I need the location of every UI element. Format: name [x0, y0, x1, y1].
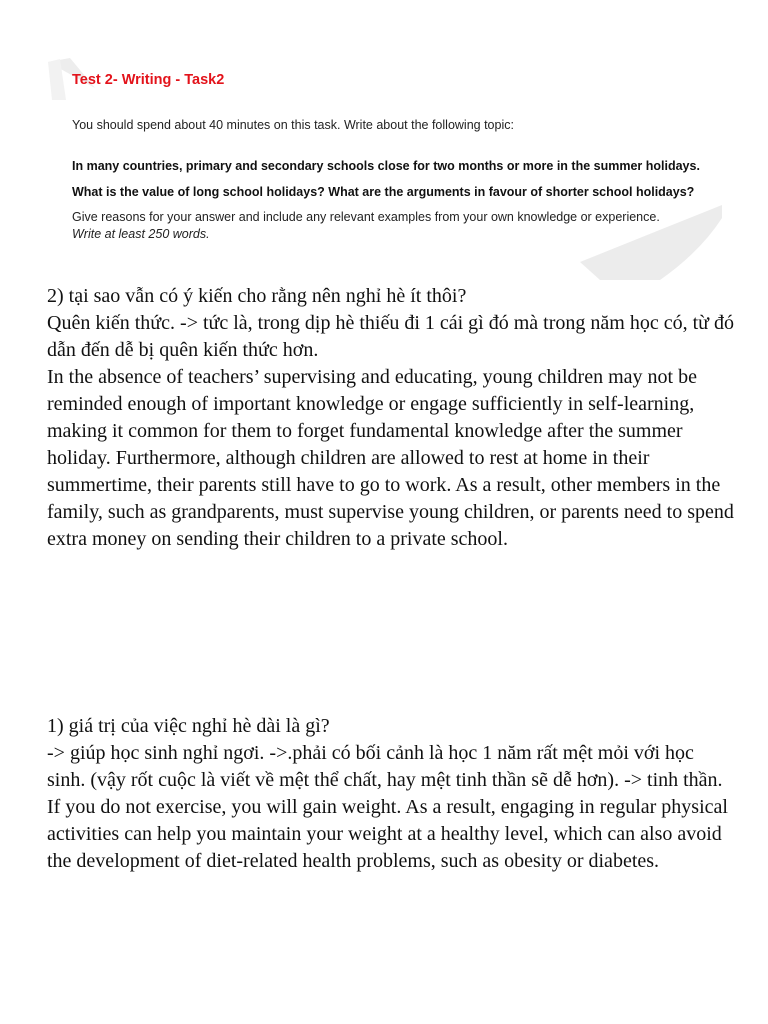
- section-one-paragraph: If you do not exercise, you will gain weight. As a result, engaging in regular physical activities can help you maintain your weight at a healthy level, which can also avoid the development of diet-related health problems, such as obesity or diabetes.: [47, 796, 728, 872]
- section-two-question: 2) tại sao vẫn có ý kiến cho rằng nên nghỉ hè ít thôi?: [47, 285, 467, 307]
- section-one-note: -> giúp học sinh nghỉ ngơi. ->.phải có bối cảnh là học 1 năm rất mệt mỏi với học sinh. (vậy rốt cuộc là viết về mệt thể chất, hay mệt tinh thần sẽ dễ hơn). -> tinh thần.: [47, 742, 723, 791]
- section-long-holidays: [47, 713, 737, 875]
- section-one-question: 1) giá trị của việc nghỉ hè dài là gì?: [47, 715, 330, 737]
- section-shorter-holidays: [47, 283, 737, 553]
- give-reasons-text: Give reasons for your answer and include any relevant examples from your own knowledge or experience.: [72, 210, 660, 224]
- task-prompt-card: [0, 0, 768, 280]
- task-instruction: You should spend about 40 minutes on this task. Write about the following topic:: [72, 118, 514, 132]
- section-two-note: Quên kiến thức. -> tức là, trong dịp hè thiếu đi 1 cái gì đó mà trong năm học có, từ đó dẫn đến dễ bị quên kiến thức hơn.: [47, 312, 734, 361]
- word-count-text: Write at least 250 words.: [72, 227, 210, 241]
- section-two-paragraph: In the absence of teachers’ supervising and educating, young children may not be reminded enough of important knowledge or engage sufficiently in self-learning, making it common for them to forget fundamental knowledge after the summer holiday. Furthermore, although children are allowed to rest at home in their summertime, their parents still have to go to work. As a result, other members in the family, such as grandparents, must supervise young children, or parents need to spend extra money on sending their children to a private school.: [47, 366, 734, 550]
- prompt-content: [72, 70, 722, 243]
- essay-topic: In many countries, primary and secondary schools close for two months or more in the summer holidays. What is the value of long school holidays? What are the arguments in favour of shorter school holidays?: [72, 159, 700, 199]
- task-title: Test 2- Writing - Task2: [72, 72, 225, 88]
